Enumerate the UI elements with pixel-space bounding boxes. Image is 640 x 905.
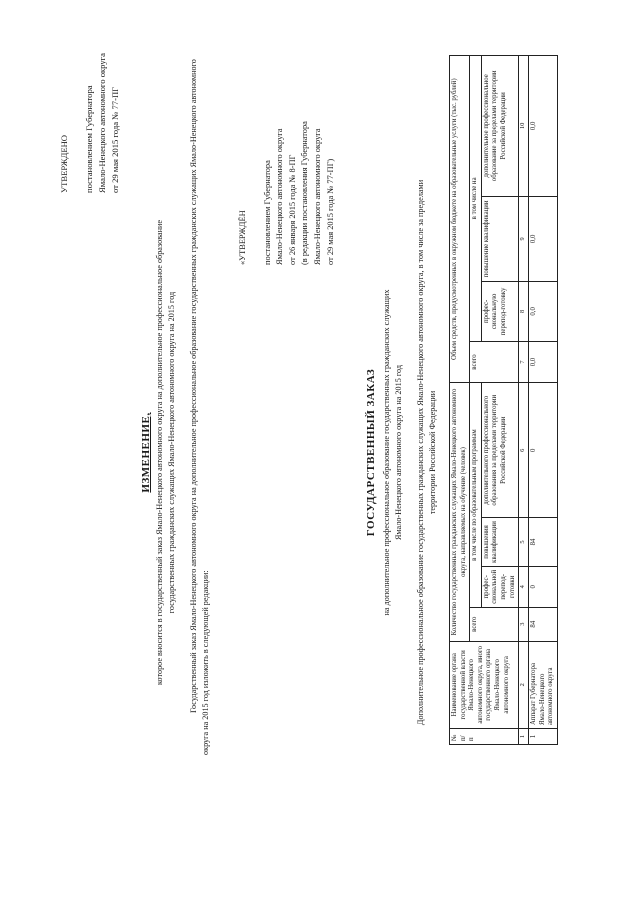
column-number: 10 [519,56,529,197]
change-subtitle-line-2: государственных гражданских служащих Ямало-Ненецкого автономного округа на 2015 год [167,291,176,614]
approval-stamp-top [58,3,122,193]
table-caption [415,100,439,805]
table-row [529,56,558,745]
column-number: 8 [519,282,529,342]
column-number: 3 [519,607,529,641]
header-funds-retraining: профес-сиональную перепод-готовку [481,282,518,342]
cell-number: 1 [529,729,558,745]
cell-funds-retraining: 0,0 [529,282,558,342]
cell-funds-total: 0,0 [529,341,558,383]
approval-line: Ямало-Ненецкого автономного округа [97,53,107,193]
change-subtitle-line-1: которое вносится в государственный заказ Ямало-Ненецкого автономного округа на дополнительное профессиональное образование [155,219,164,686]
cell-abroad: 0 [529,383,558,518]
cell-qualification: 84 [529,518,558,567]
approval-stamp-inner [237,15,337,265]
order-subtitle-line-1: на дополнительное профессиональное образование государственных гражданских служащих [382,289,391,616]
change-title: ИЗМЕНЕНИЕ, [140,412,152,493]
header-staff-count: Количество государственных гражданских служащих Ямало-Ненецкого автономного округа, направляемых на обучение (человек) [450,383,470,641]
cell-organization: Аппарат Губернатора Ямало-Ненецкого автономного округа [529,641,558,728]
column-number-row [519,56,529,745]
header-incl-programs: в том числе по образовательным программам [470,383,482,607]
header-organization: Наименование органа государственной власти Ямало-Ненецкого автономного округа, иного государственного органа Ямало-Ненецкого автономного округа [450,641,519,728]
header-funds-total: всего [470,341,519,383]
table-caption-line-1: Дополнительное профессиональное образование государственных гражданских служащих Ямало-Ненецкого автономного округа, в том числе за пределами [416,179,425,726]
change-subtitle [154,70,178,835]
header-abroad: дополнительного профессионального образования за пределами территории Российской Федерации [481,383,518,518]
column-number: 1 [519,729,529,745]
header-funds: Объем средств, предусмотренных в окружном бюджете на образовательные услуги (тыс. рублей) [450,56,470,383]
column-number: 4 [519,566,529,607]
column-number: 5 [519,518,529,567]
approval-line: (в редакции постановления Губернатора [300,121,310,265]
order-title: ГОСУДАРСТВЕННЫЙ ЗАКАЗ [365,368,377,537]
cell-funds-abroad: 0,0 [529,56,558,197]
header-retraining: профес-сиональной перепод-готовки [481,566,518,607]
header-qualification: повышения квалификации [481,518,518,567]
header-staff-total: всего [470,607,519,641]
column-number: 9 [519,196,529,281]
order-subtitle-line-2: Ямало-Ненецкого автономного округа на 2015 год [394,364,403,541]
approval-line: Ямало-Ненецкого автономного округа [275,128,285,265]
cell-retraining: 0 [529,566,558,607]
approval-line: от 29 мая 2015 года № 77-ПГ [110,86,120,193]
state-order-table [449,55,558,745]
order-subtitle [381,90,405,815]
column-number: 7 [519,341,529,383]
approval-line: постановлением Губернатора [84,85,94,193]
column-number: 6 [519,383,529,518]
cell-funds-qualification: 0,0 [529,196,558,281]
approval-line: постановлением Губернатора [262,160,272,265]
cell-staff-total: 84 [529,607,558,641]
header-incl: в том числе на [470,56,482,342]
approval-line: Ямало-Ненецкого автономного округа [312,128,322,265]
header-funds-abroad: дополнительное профессиональное образование за пределами территории Российской Федерации [481,56,518,197]
approval-line: от 29 мая 2015 года № 77-ПГ) [325,158,335,265]
change-intro-paragraph: Государственный заказ Ямало-Ненецкого автономного округа на дополнительное профессиональное образование государственных гражданских служащих Ямало-Ненецкого автономного округа на 2015 год изложить в следующей редакции: [189,59,210,755]
header-number: № п/п [450,729,519,745]
header-funds-qualification: повышение квалификации [481,196,518,281]
approval-line: от 26 января 2015 года № 8-ПГ [287,154,297,265]
table-caption-line-2: территории Российской Федерации [428,390,437,515]
approval-heading: УТВЕРЖДЕНО [59,134,69,193]
column-number: 2 [519,641,529,728]
approval-heading: «УТВЕРЖДЁН [238,210,247,265]
